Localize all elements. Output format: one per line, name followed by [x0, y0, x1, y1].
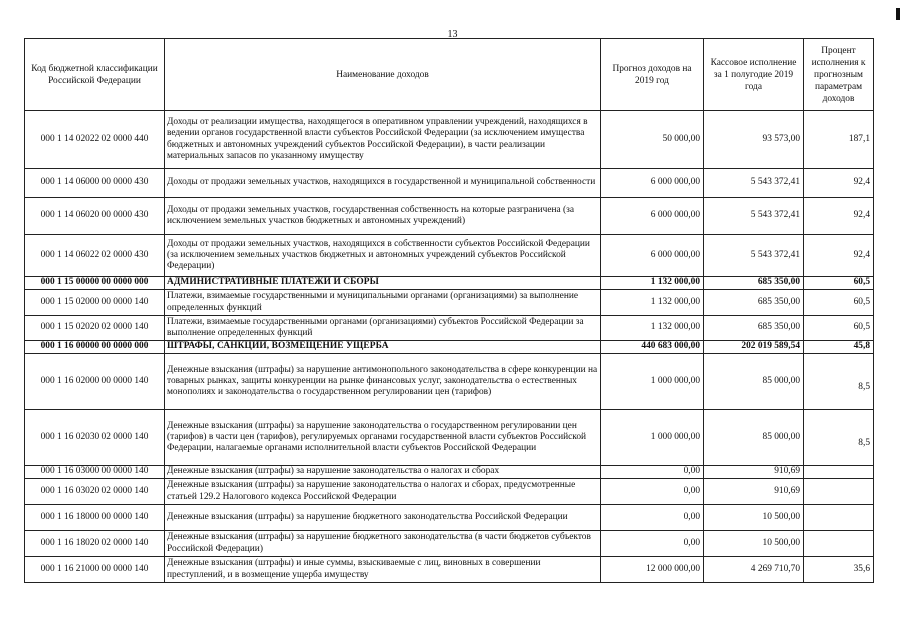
table-row — [25, 198, 874, 235]
row-executed: 4 269 710,70 — [704, 557, 804, 583]
row-name: Доходы от продажи земельных участков, находящихся в государственной и муниципальной собственности — [165, 169, 601, 198]
row-name: ШТРАФЫ, САНКЦИИ, ВОЗМЕЩЕНИЕ УЩЕРБА — [165, 341, 601, 354]
row-executed: 910,69 — [704, 466, 804, 479]
table-row — [25, 235, 874, 277]
row-percent: 60,5 — [804, 290, 874, 316]
row-code: 000 1 16 18000 00 0000 140 — [25, 505, 165, 531]
row-percent: 92,4 — [804, 235, 874, 277]
row-percent — [804, 531, 874, 557]
row-percent: 187,1 — [804, 111, 874, 169]
row-forecast: 440 683 000,00 — [601, 341, 704, 354]
row-code: 000 1 15 02020 02 0000 140 — [25, 316, 165, 341]
row-percent: 8,5 — [804, 410, 874, 466]
row-percent: 8,5 — [804, 354, 874, 410]
row-executed: 5 543 372,41 — [704, 235, 804, 277]
row-percent: 60,5 — [804, 316, 874, 341]
table-row — [25, 354, 874, 410]
row-executed: 5 543 372,41 — [704, 198, 804, 235]
table-row-section — [25, 277, 874, 290]
table-row — [25, 531, 874, 557]
row-code: 000 1 15 02000 00 0000 140 — [25, 290, 165, 316]
header-forecast: Прогноз доходов на 2019 год — [601, 39, 704, 111]
row-forecast: 0,00 — [601, 466, 704, 479]
row-name: Платежи, взимаемые государственными и муниципальными органами (организациями) за выполнение определенных функций — [165, 290, 601, 316]
row-name: Платежи, взимаемые государственными органами (организациями) субъектов Российской Федерации за выполнение определенных функций — [165, 316, 601, 341]
table-row-section — [25, 341, 874, 354]
table-row — [25, 169, 874, 198]
row-forecast: 1 000 000,00 — [601, 410, 704, 466]
row-executed: 910,69 — [704, 479, 804, 505]
row-executed: 685 350,00 — [704, 290, 804, 316]
row-code: 000 1 16 00000 00 0000 000 — [25, 341, 165, 354]
row-forecast: 50 000,00 — [601, 111, 704, 169]
table-row — [25, 479, 874, 505]
row-forecast: 1 000 000,00 — [601, 354, 704, 410]
row-code: 000 1 15 00000 00 0000 000 — [25, 277, 165, 290]
row-percent: 92,4 — [804, 198, 874, 235]
table-row — [25, 466, 874, 479]
table-row — [25, 505, 874, 531]
header-executed: Кассовое исполнение за 1 полугодие 2019 года — [704, 39, 804, 111]
row-forecast: 12 000 000,00 — [601, 557, 704, 583]
row-name: АДМИНИСТРАТИВНЫЕ ПЛАТЕЖИ И СБОРЫ — [165, 277, 601, 290]
row-name: Денежные взыскания (штрафы) и иные суммы, взыскиваемые с лиц, виновных в совершении преступлений, и в возмещение ущерба имуществу — [165, 557, 601, 583]
table-row — [25, 290, 874, 316]
row-executed: 685 350,00 — [704, 277, 804, 290]
row-executed: 10 500,00 — [704, 505, 804, 531]
row-percent — [804, 505, 874, 531]
row-percent: 35,6 — [804, 557, 874, 583]
row-percent — [804, 479, 874, 505]
header-name: Наименование доходов — [165, 39, 601, 111]
row-executed: 685 350,00 — [704, 316, 804, 341]
table-row — [25, 557, 874, 583]
row-executed: 85 000,00 — [704, 354, 804, 410]
row-percent — [804, 466, 874, 479]
row-name: Денежные взыскания (штрафы) за нарушение бюджетного законодательства Российской Федерации — [165, 505, 601, 531]
row-code: 000 1 14 06022 02 0000 430 — [25, 235, 165, 277]
row-executed: 202 019 589,54 — [704, 341, 804, 354]
row-code: 000 1 14 06000 00 0000 430 — [25, 169, 165, 198]
row-code: 000 1 14 02022 02 0000 440 — [25, 111, 165, 169]
row-name: Денежные взыскания (штрафы) за нарушение законодательства о налогах и сборах — [165, 466, 601, 479]
row-executed: 5 543 372,41 — [704, 169, 804, 198]
row-name: Доходы от продажи земельных участков, находящихся в собственности субъектов Российской Федерации (за исключением земельных участков бюджетных и автономных учреждений субъектов Российской Федерации) — [165, 235, 601, 277]
table-row — [25, 410, 874, 466]
revenue-table — [24, 38, 874, 583]
row-forecast: 0,00 — [601, 479, 704, 505]
row-forecast: 6 000 000,00 — [601, 169, 704, 198]
row-code: 000 1 16 02000 00 0000 140 — [25, 354, 165, 410]
header-code: Код бюджетной классификации Российской Федерации — [25, 39, 165, 111]
row-percent: 45,8 — [804, 341, 874, 354]
row-forecast: 0,00 — [601, 505, 704, 531]
row-name: Денежные взыскания (штрафы) за нарушение законодательства о налогах и сборах, предусмотренные статьей 129.2 Налогового кодекса Российской Федерации — [165, 479, 601, 505]
row-forecast: 0,00 — [601, 531, 704, 557]
row-executed: 10 500,00 — [704, 531, 804, 557]
row-code: 000 1 16 21000 00 0000 140 — [25, 557, 165, 583]
row-percent: 92,4 — [804, 169, 874, 198]
row-code: 000 1 14 06020 00 0000 430 — [25, 198, 165, 235]
row-name: Денежные взыскания (штрафы) за нарушение бюджетного законодательства (в части бюджетов субъектов Российской Федерации) — [165, 531, 601, 557]
row-name: Доходы от реализации имущества, находящегося в оперативном управлении учреждений, находящихся в ведении органов государственной власти субъектов Российской Федерации (за исключением имущества бюджетных и автономных учреждений субъектов Российской Федерации), в части реализации материальных запасов по указанному имуществу — [165, 111, 601, 169]
row-code: 000 1 16 18020 02 0000 140 — [25, 531, 165, 557]
row-code: 000 1 16 03000 00 0000 140 — [25, 466, 165, 479]
row-name: Доходы от продажи земельных участков, государственная собственность на которые разграничена (за исключением земельных участков бюджетных и автономных учреждений) — [165, 198, 601, 235]
page-number: 13 — [447, 29, 458, 40]
table-row — [25, 316, 874, 341]
row-code: 000 1 16 03020 02 0000 140 — [25, 479, 165, 505]
row-forecast: 1 132 000,00 — [601, 290, 704, 316]
row-forecast: 6 000 000,00 — [601, 235, 704, 277]
page-edge-mark — [896, 8, 900, 20]
row-percent: 60,5 — [804, 277, 874, 290]
row-executed: 93 573,00 — [704, 111, 804, 169]
table-header-row — [25, 39, 874, 111]
table-row — [25, 111, 874, 169]
row-executed: 85 000,00 — [704, 410, 804, 466]
row-name: Денежные взыскания (штрафы) за нарушение антимонопольного законодательства в сфере конкуренции на товарных рынках, защиты конкуренции на рынке финансовых услуг, законодательства о естественных монополиях и законодательства о государственном регулировании цен (тарифов) — [165, 354, 601, 410]
row-name: Денежные взыскания (штрафы) за нарушение законодательства о государственном регулировании цен (тарифов) в части цен (тарифов), регулируемых органами государственной власти субъектов Российской Федерации, налагаемые органами исполнительной власти субъектов Российской Федерации — [165, 410, 601, 466]
row-forecast: 1 132 000,00 — [601, 277, 704, 290]
row-forecast: 6 000 000,00 — [601, 198, 704, 235]
row-forecast: 1 132 000,00 — [601, 316, 704, 341]
row-code: 000 1 16 02030 02 0000 140 — [25, 410, 165, 466]
header-percent: Процент исполнения к прогнозным параметрам доходов — [804, 39, 874, 111]
